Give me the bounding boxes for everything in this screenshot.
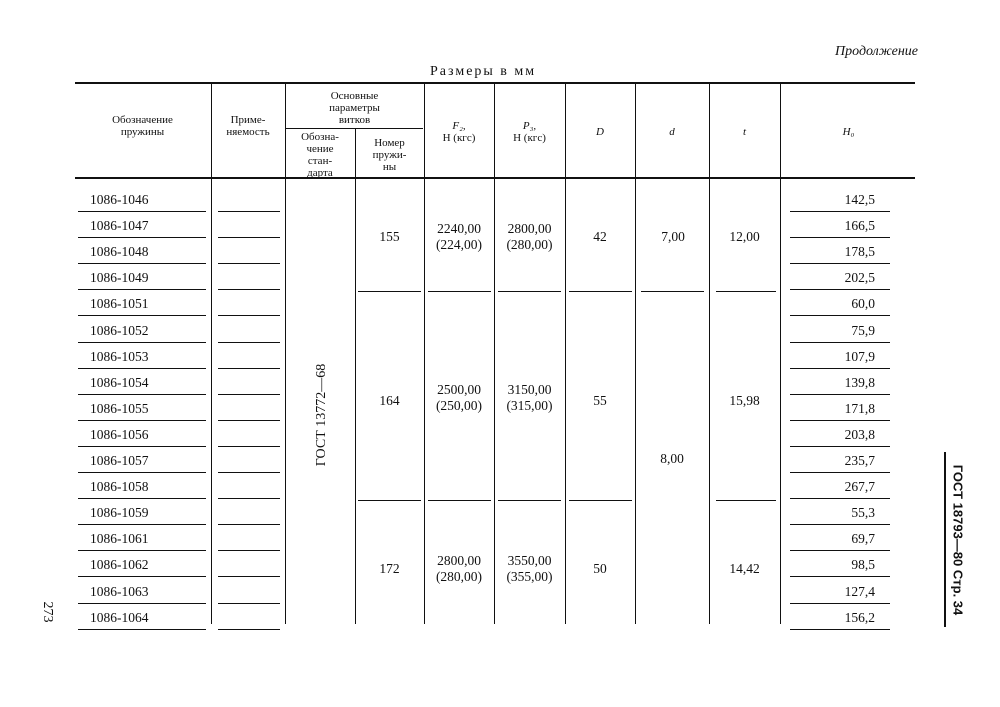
row-underline: [790, 603, 890, 604]
row-underline: [218, 368, 280, 369]
col-rule: [285, 84, 286, 624]
row-h0: 60,0: [851, 296, 875, 312]
row-underline: [790, 576, 890, 577]
header-designation: Обозначение пружины: [112, 114, 173, 138]
spring-no-164: 164: [379, 393, 400, 408]
row-code: 1086-1056: [90, 426, 149, 442]
row-code: 1086-1054: [90, 374, 149, 390]
row-code: 1086-1053: [90, 348, 149, 364]
row-underline: [790, 524, 890, 525]
header-t: t: [742, 126, 747, 138]
row-underline: [218, 342, 280, 343]
row-underline: [218, 472, 280, 473]
group-rule: [428, 500, 491, 501]
row-code: 1086-1059: [90, 505, 149, 521]
col-rule: [635, 84, 636, 624]
row-underline: [78, 446, 206, 447]
group-rule: [569, 500, 632, 501]
row-underline: [218, 289, 280, 290]
row-underline: [790, 237, 890, 238]
row-underline: [78, 576, 206, 577]
row-code: 1086-1057: [90, 453, 149, 468]
row-code: 1086-1063: [90, 583, 149, 599]
row-underline: [78, 342, 206, 343]
row-underline: [78, 289, 206, 290]
row-underline: [218, 211, 280, 212]
p3-group-1: 2800,00 (280,00): [506, 221, 553, 252]
row-code: 1086-1048: [90, 244, 149, 260]
row-underline: [78, 368, 206, 369]
row-underline: [78, 472, 206, 473]
group-rule: [358, 500, 421, 501]
row-code: 1086-1062: [90, 557, 149, 573]
row-code: 1086-1052: [90, 322, 149, 338]
col-rule: [709, 84, 710, 624]
row-h0: 178,5: [844, 244, 875, 260]
row-underline: [790, 446, 890, 447]
col-rule: [780, 84, 781, 624]
table-top-rule: [75, 82, 915, 84]
table-caption: Размеры в мм: [430, 64, 537, 79]
page-number: 273: [40, 601, 55, 623]
row-h0: 166,5: [844, 218, 875, 234]
row-h0: 98,5: [851, 557, 875, 573]
row-code: 1086-1047: [90, 218, 149, 234]
col-rule: [565, 84, 566, 624]
row-underline: [790, 289, 890, 290]
subheader-rule: [285, 128, 423, 129]
row-h0: 69,7: [851, 531, 875, 547]
row-code: 1086-1051: [90, 296, 149, 312]
side-label-rule: [944, 452, 946, 627]
group-rule: [716, 291, 776, 292]
row-h0: 235,7: [844, 453, 875, 468]
row-underline: [218, 237, 280, 238]
f2-group-1: 2240,00 (224,00): [435, 221, 483, 252]
side-label: ГОСТ 18793—80 Стр. 34: [950, 464, 966, 616]
row-h0: 203,8: [844, 426, 875, 442]
header-spring-no: Номер пружи- ны: [372, 137, 407, 173]
d-value-1: 7,00: [661, 229, 685, 244]
row-underline: [78, 211, 206, 212]
t-group-3: 14,42: [729, 561, 760, 576]
p3-group-2: 3150,00 (315,00): [506, 382, 553, 413]
row-underline: [218, 576, 280, 577]
D-group-2: 55: [593, 393, 607, 408]
header-D: D: [596, 126, 604, 138]
group-rule: [716, 500, 776, 501]
row-underline: [790, 211, 890, 212]
row-underline: [78, 550, 206, 551]
row-underline: [218, 446, 280, 447]
header-H0: H₀: [842, 126, 855, 138]
col-rule: [211, 84, 212, 624]
row-h0: 55,3: [851, 505, 875, 521]
row-underline: [790, 550, 890, 551]
group-rule: [569, 291, 632, 292]
row-underline: [790, 498, 890, 499]
continuation-label: Продолжение: [835, 44, 918, 59]
row-underline: [78, 237, 206, 238]
row-underline: [790, 342, 890, 343]
spring-no-172: 172: [379, 561, 400, 576]
row-underline: [218, 315, 280, 316]
row-code: 1086-1061: [90, 531, 149, 547]
p3-group-3: 3550,00 (355,00): [506, 553, 553, 584]
D-group-1: 42: [593, 229, 607, 244]
t-group-2: 15,98: [729, 393, 760, 408]
row-code: 1086-1055: [90, 400, 149, 416]
row-underline: [78, 315, 206, 316]
row-underline: [218, 420, 280, 421]
row-underline: [218, 263, 280, 264]
row-underline: [218, 550, 280, 551]
group-rule: [358, 291, 421, 292]
header-f2: F₂, Н (кгс): [442, 120, 476, 144]
col-rule: [494, 84, 495, 624]
d-value-2: 8,00: [660, 451, 684, 466]
row-h0: 139,8: [844, 374, 875, 390]
row-underline: [790, 263, 890, 264]
header-bottom-rule: [75, 177, 915, 179]
row-underline: [218, 524, 280, 525]
f2-group-2: 2500,00 (250,00): [435, 382, 483, 413]
row-h0: 107,9: [844, 348, 875, 364]
row-underline: [790, 394, 890, 395]
group-rule: [428, 291, 491, 292]
row-underline: [78, 629, 206, 630]
group-rule: [498, 500, 561, 501]
row-underline: [218, 394, 280, 395]
row-underline: [790, 629, 890, 630]
header-standard: Обозна- чение стан- дарта: [301, 131, 339, 179]
row-h0: 156,2: [844, 609, 875, 625]
D-group-3: 50: [593, 561, 607, 576]
row-h0: 127,4: [844, 583, 875, 599]
header-p3: P₃, Н (кгс): [513, 120, 546, 144]
row-underline: [790, 420, 890, 421]
col-rule: [424, 84, 425, 624]
row-h0: 202,5: [844, 270, 875, 286]
row-h0: 142,5: [844, 192, 875, 207]
row-h0: 267,7: [844, 479, 875, 495]
row-code: 1086-1049: [90, 270, 149, 286]
t-group-1: 12,00: [729, 229, 760, 244]
row-code: 1086-1046: [90, 192, 149, 207]
col-rule: [355, 128, 356, 624]
row-underline: [790, 315, 890, 316]
row-h0: 75,9: [851, 322, 875, 338]
row-h0: 171,8: [844, 400, 875, 416]
group-rule: [641, 291, 704, 292]
row-underline: [218, 603, 280, 604]
row-underline: [78, 524, 206, 525]
row-underline: [218, 498, 280, 499]
row-underline: [78, 498, 206, 499]
header-main-params: Основные параметры витков: [329, 90, 380, 126]
f2-group-3: 2800,00 (280,00): [435, 553, 483, 584]
row-code: 1086-1064: [90, 609, 149, 625]
row-code: 1086-1058: [90, 479, 149, 495]
header-d: d: [669, 126, 675, 138]
row-underline: [218, 629, 280, 630]
row-underline: [790, 472, 890, 473]
row-underline: [790, 368, 890, 369]
row-underline: [78, 263, 206, 264]
standard-vertical-label: ГОСТ 13772—68: [314, 363, 329, 467]
row-underline: [78, 603, 206, 604]
row-underline: [78, 420, 206, 421]
spring-no-155: 155: [379, 229, 400, 244]
row-underline: [78, 394, 206, 395]
group-rule: [498, 291, 561, 292]
header-applicability: Приме- няемость: [226, 114, 270, 138]
